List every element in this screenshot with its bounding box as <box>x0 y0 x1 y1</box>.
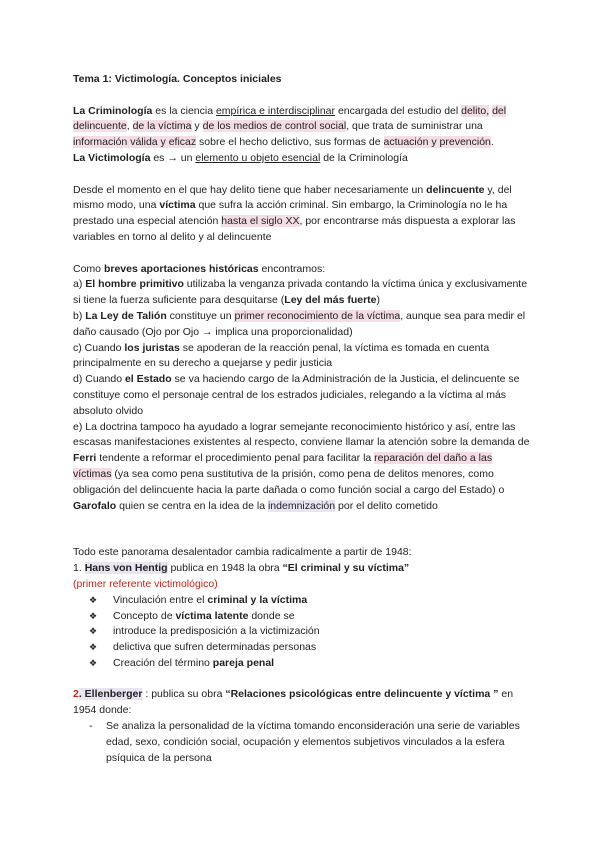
paragraph-1948: Todo este panorama desalentador cambia radicalmente a partir de 1948: <box>73 546 412 559</box>
document-body <box>73 72 533 766</box>
historical-item-d: d) Cuando el Estado se va haciendo cargo de la Administración de la Justicia, el delincuente se constituye como el personaje central de los estrados judiciales, relegando a la víctima al más absoluto olvido <box>73 373 520 417</box>
historical-intro: Como breves aportaciones históricas encontramos: <box>73 262 326 275</box>
hentig-bullet-list <box>73 593 533 672</box>
list-item: ❖ delictiva que sufren determinadas personas <box>73 640 533 656</box>
hentig-heading: 1. Hans von Hentig publica en 1948 la obra “El criminal y su víctima” <box>73 562 410 575</box>
list-item: ❖ Concepto de víctima latente donde se <box>73 609 533 625</box>
diamond-bullet-icon: ❖ <box>89 594 98 605</box>
historical-item-c: c) Cuando los juristas se apoderan de la reacción penal, la víctima es tomada en cuenta principalmente en su derecho a quejarse y pedir justicia <box>73 341 490 370</box>
document-title: Tema 1: Victimología. Conceptos iniciales <box>73 73 282 85</box>
historical-item-b: b) La Ley de Talión constituye un primer reconocimiento de la víctima, aunque sea para medir el daño causado (Ojo por Ojo → implica una proporcionalidad) <box>73 309 526 338</box>
list-item: ❖ Vinculación entre el criminal y la víctima <box>73 593 533 609</box>
term-criminologia: La Criminología <box>73 104 153 117</box>
paragraph-victimologia: La Victimología es → un elemento u objeto esencial de la Criminología <box>73 151 408 164</box>
historical-item-e: e) La doctrina tampoco ha ayudado a lograr semejante reconocimiento histórico y así, entre las escasas manifestaciones existentes al respecto, conviene llamar la atención sobre la demanda de Ferri tendente a reformar el procedimiento penal para facilitar la reparación del daño a las víctimas (ya sea como pena sustitutiva de la prisión, como pena de delitos menores, como obligación del delincuente hacia la parte dañada o como función social a cargo del Estado) o Garofalo quien se centra en la idea de la indemnización por el delito cometido <box>73 420 530 512</box>
list-item: ❖ Creación del término pareja penal <box>73 656 533 672</box>
diamond-bullet-icon: ❖ <box>89 626 98 637</box>
list-item: ❖ introduce la predisposición a la victimización <box>73 624 533 640</box>
diamond-bullet-icon: ❖ <box>89 657 98 668</box>
hentig-note: (primer referente victimológico) <box>73 577 218 590</box>
diamond-bullet-icon: ❖ <box>89 610 98 621</box>
dash-bullet-icon: - <box>89 720 93 733</box>
diamond-bullet-icon: ❖ <box>89 642 98 653</box>
paragraph-delito: Desde el momento en el que hay delito tiene que haber necesariamente un delincuente y, del mismo modo, una víctima que sufra la acción criminal. Sin embargo, la Criminología no le ha prestado una especial atención hasta el siglo XX, por encontrarse más dispuesta a explorar las variables en torno al delito y al delincuente <box>73 183 516 243</box>
paragraph-criminologia: La Criminología es la ciencia empírica e interdisciplinar encargada del estudio del delito, del delincuente, de la víctima y de los medios de control social, que trata de suministrar una información válida y eficaz sobre el hecho delictivo, sus formas de actuación y prevención. <box>73 104 507 149</box>
historical-item-a: a) El hombre primitivo utilizaba la venganza privada contando la víctima única y exclusivamente si tiene la fuerza suficiente para desquitarse (Ley del más fuerte) <box>73 278 528 307</box>
ellenberger-heading: 2. Ellenberger : publica su obra “Relaciones psicológicas entre delincuente y víctima ” en 1954 donde: <box>73 688 514 717</box>
term-victimologia: La Victimología <box>73 151 151 164</box>
list-item: - Se analiza la personalidad de la víctima tomando enconsideración una serie de variables edad, sexo, condición social, ocupación y elementos subjetivos vinculados a la esfera psíquica de la persona <box>89 720 520 764</box>
